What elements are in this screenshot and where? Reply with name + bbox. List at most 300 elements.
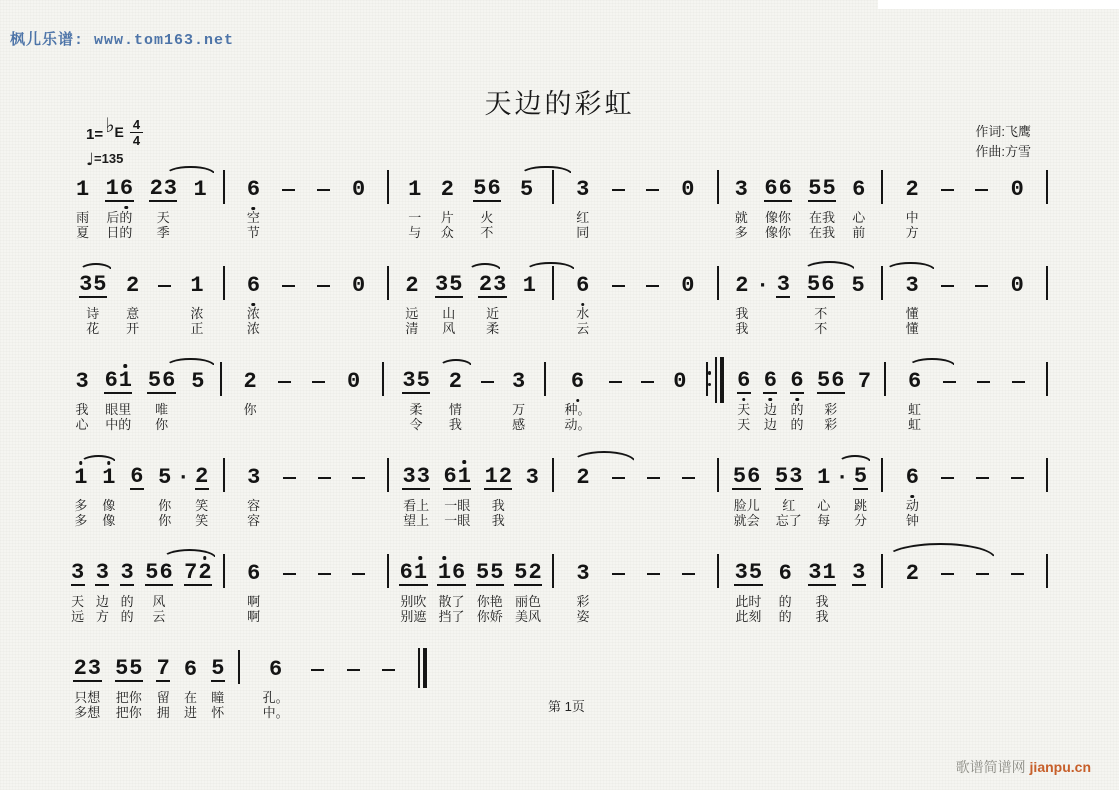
lyric-line-2: 啊 — [247, 609, 261, 624]
note-digits: 1 — [193, 177, 207, 202]
note-token — [282, 264, 295, 336]
lyric-line-1: 笑 — [195, 498, 209, 513]
dash-glyph — [317, 178, 330, 202]
note-digits: 3 — [75, 369, 89, 394]
lyric-line-1: 眼里 — [105, 402, 132, 417]
note-token — [183, 648, 197, 720]
note-token — [190, 264, 204, 336]
lyric-line-1: 一眼 — [444, 498, 471, 513]
note-digits: 6 1 — [399, 562, 427, 586]
lyric-line-1: 彩 — [824, 402, 838, 417]
note-token — [473, 168, 501, 240]
note-token — [282, 168, 295, 240]
dot-glyph — [177, 466, 190, 490]
note-token — [519, 168, 533, 240]
lyric-line-1: 边 — [95, 594, 109, 609]
note-token — [1011, 456, 1024, 528]
dash-glyph — [318, 562, 331, 586]
lyric-line-1: 你 — [243, 402, 257, 417]
lyric-line-2: 边 — [763, 417, 777, 432]
note-digits: 2 3 — [478, 272, 507, 297]
note-digits: 3 1 — [808, 560, 836, 585]
note-token — [278, 360, 291, 432]
watermark — [956, 757, 1091, 777]
note-token — [102, 456, 116, 528]
lyric-line-1: 瞳 — [211, 690, 225, 705]
note-digits: 6 — [247, 561, 261, 586]
lyric-line-1: 我 — [815, 594, 829, 609]
dash-glyph — [282, 178, 295, 202]
note-token — [851, 264, 865, 336]
note-token — [352, 456, 365, 528]
note-digits: 6 — [790, 370, 804, 394]
note-digits: 1 — [522, 273, 536, 298]
lyric-line-1: 在 — [183, 690, 197, 705]
lyric-line-1: 一 — [408, 210, 422, 225]
note-digits: 2 — [576, 465, 590, 490]
note-token — [405, 264, 419, 336]
measure — [240, 648, 418, 720]
lyric-line-1: 近 — [486, 306, 500, 321]
lyric-line-2: 挡了 — [438, 609, 465, 624]
note-token — [775, 456, 803, 528]
note-token — [905, 264, 919, 336]
duration-dash — [283, 573, 296, 576]
note-token — [790, 360, 804, 432]
note-digits: 1 6 — [437, 562, 465, 586]
note-token — [641, 360, 654, 432]
tempo-value: =135 — [94, 151, 124, 166]
note-token — [522, 264, 536, 336]
lyric-line-2: 你 — [158, 513, 172, 528]
note-token — [481, 360, 494, 432]
duration-dash — [282, 285, 295, 288]
note-token — [115, 648, 143, 720]
note-token — [732, 456, 760, 528]
dash-glyph — [1011, 466, 1024, 490]
note-token — [149, 168, 177, 240]
note-token — [905, 456, 919, 528]
note-digits: 5 — [158, 465, 172, 490]
lyric-line-2: 容 — [247, 513, 261, 528]
lyric-line-1: 诗 — [86, 306, 100, 321]
note-digits: 2 3 — [149, 176, 177, 201]
note-digits: 7 2 — [184, 562, 212, 586]
lyric-line-2: 令 — [409, 417, 423, 432]
note-token — [1010, 168, 1024, 240]
system — [60, 168, 1048, 240]
measure — [225, 168, 388, 240]
note-digits: 6 — [246, 178, 260, 202]
duration-dash — [481, 381, 494, 384]
lyric-line-1: 的 — [120, 594, 134, 609]
lyric-line-2: 与 — [408, 225, 422, 240]
lyric-line-2: 美风 — [514, 609, 541, 624]
lyric-line-1: 别吹 — [400, 594, 427, 609]
note-token — [609, 360, 622, 432]
measure — [225, 552, 388, 624]
duration-dash — [158, 285, 171, 288]
lyric-line-1: 孔。 — [262, 690, 289, 705]
note-token — [74, 456, 88, 528]
note-digits: 3 — [525, 465, 539, 490]
measure — [546, 360, 706, 432]
note-token — [808, 552, 836, 624]
octave-dot-below — [795, 398, 799, 402]
note-token — [352, 552, 365, 624]
lyric-line-1: 只想 — [74, 690, 101, 705]
measure — [222, 360, 382, 432]
note-token — [807, 264, 835, 336]
dash-glyph — [682, 562, 695, 586]
dash-glyph — [158, 274, 171, 298]
note-token — [145, 552, 173, 624]
note-digits: 1 6 — [105, 178, 133, 202]
lyric-line-2: 望上 — [403, 513, 430, 528]
note-digits: 6 — [852, 177, 866, 202]
dash-glyph — [941, 274, 954, 298]
measure — [719, 456, 882, 528]
dash-glyph — [352, 562, 365, 586]
dash-glyph — [941, 562, 954, 586]
lyric-line-2: 多 — [74, 513, 88, 528]
lyric-line-2: 的 — [778, 609, 792, 624]
note-token — [243, 360, 257, 432]
note-token — [193, 168, 207, 240]
duration-dash — [646, 189, 659, 192]
note-token — [158, 264, 171, 336]
lyric-line-1: 天 — [156, 210, 170, 225]
duration-dash — [682, 477, 695, 480]
note-digits: 2 3 — [73, 656, 101, 681]
lyric-line-2: 心 — [75, 417, 89, 432]
note-token — [836, 456, 849, 528]
credits — [975, 122, 1031, 162]
lyric-line-2: 一眼 — [444, 513, 471, 528]
measure — [225, 456, 388, 528]
note-digits: 2 — [195, 464, 209, 489]
note-digits: 1 — [817, 465, 831, 490]
note-token — [734, 552, 762, 624]
note-digits: 2 — [905, 177, 919, 202]
note-digits: 5 6 — [147, 368, 176, 393]
note-token — [514, 552, 542, 624]
lyric-line-1: 万 — [512, 402, 526, 417]
duration-dash — [941, 189, 954, 192]
lyric-line-1: 边 — [763, 402, 777, 417]
note-token — [576, 552, 590, 624]
note-token — [75, 168, 89, 240]
lyric-line-2: 季 — [156, 225, 170, 240]
lyricist: 作词:飞鹰 — [975, 124, 1031, 139]
lyric-line-2: 虹 — [908, 417, 922, 432]
octave-dot-below — [911, 495, 915, 499]
dash-glyph — [943, 370, 956, 394]
octave-dot-below — [125, 206, 129, 210]
duration-dash — [352, 477, 365, 480]
lyric-line-1: 红 — [576, 210, 590, 225]
lyric-line-2: 前 — [852, 225, 866, 240]
note-token — [646, 168, 659, 240]
duration-dash — [647, 573, 660, 576]
note-digits: 6 — [905, 466, 919, 490]
lyric-line-2: 像你 — [765, 225, 792, 240]
measure — [389, 552, 552, 624]
lyric-line-1: 就 — [734, 210, 748, 225]
note-digits: 2 — [440, 177, 454, 202]
barline — [1046, 458, 1048, 492]
note-digits: 0 — [347, 369, 361, 394]
system — [60, 264, 1048, 336]
lyric-line-2: 方 — [95, 609, 109, 624]
lyric-line-1: 风 — [152, 594, 166, 609]
note-token — [735, 264, 749, 336]
site-credit — [10, 28, 234, 49]
lyric-line-2: 忘了 — [775, 513, 802, 528]
repeat-sign — [708, 357, 725, 403]
lyric-line-2: 远 — [71, 609, 85, 624]
lyric-line-2: 我 — [735, 321, 749, 336]
measure — [554, 168, 717, 240]
lyric-line-2: 节 — [246, 225, 260, 240]
duration-dash — [612, 573, 625, 576]
measure — [719, 264, 882, 336]
note-token — [246, 168, 260, 240]
duration-dash — [1011, 573, 1024, 576]
lyric-line-2: 同 — [576, 225, 590, 240]
dash-glyph — [612, 562, 625, 586]
lyric-line-1: 天 — [737, 402, 751, 417]
note-token — [646, 264, 659, 336]
note-digits: 6 — [269, 657, 283, 682]
octave-dot-above — [463, 460, 467, 464]
measure — [554, 552, 717, 624]
lyric-line-2: 不 — [814, 321, 828, 336]
note-token — [737, 360, 751, 432]
lyric-line-2: 的 — [120, 609, 134, 624]
time-signature — [130, 118, 143, 148]
watermark-url: jianpu.cn — [1029, 759, 1091, 775]
lyric-line-1: 心 — [817, 498, 831, 513]
key-letter: E — [114, 124, 124, 140]
note-digits: 6 — [570, 370, 584, 394]
lyric-line-1: 虹 — [908, 402, 922, 417]
lyric-line-1: 容 — [247, 498, 261, 513]
note-digits: 6 — [183, 657, 198, 682]
lyric-line-2: 姿 — [576, 609, 590, 624]
duration-dash — [317, 189, 330, 192]
octave-dot-below — [252, 207, 256, 211]
page-number: 第 1页 — [548, 699, 585, 714]
note-token — [681, 264, 695, 336]
lyric-line-1: 柔 — [409, 402, 423, 417]
key-prefix: 1= — [86, 126, 104, 143]
lyric-line-1: 浓 — [246, 306, 260, 321]
note-digits: 2 — [735, 273, 749, 298]
note-token — [976, 456, 989, 528]
augmentation-dot: · — [756, 273, 770, 298]
note-digits: 6 — [246, 274, 260, 298]
lyric-line-2: 天 — [737, 417, 751, 432]
note-token — [311, 648, 324, 720]
note-digits: 0 — [681, 273, 695, 298]
measure — [719, 552, 882, 624]
note-token — [443, 456, 471, 528]
lyric-line-2: 浓 — [246, 321, 260, 336]
octave-dot-above — [124, 364, 128, 368]
lyric-line-2: 我 — [815, 609, 829, 624]
note-token — [612, 552, 625, 624]
note-token — [184, 552, 212, 624]
lyric-line-2: 正 — [190, 321, 204, 336]
duration-dash — [941, 477, 954, 480]
note-digits: 6 — [737, 370, 751, 394]
note-digits: 5 3 — [775, 464, 803, 489]
lyric-line-2: 拥 — [156, 705, 170, 720]
lyric-line-1: 我 — [735, 306, 749, 321]
note-token — [195, 456, 209, 528]
dash-glyph — [612, 178, 625, 202]
duration-dash — [612, 477, 625, 480]
dash-glyph — [312, 370, 325, 394]
note-token — [647, 456, 660, 528]
note-digits: 7 — [857, 369, 872, 394]
duration-dash — [352, 573, 365, 576]
dot-glyph — [836, 466, 849, 490]
time-denominator: 4 — [132, 133, 141, 149]
lyric-line-1: 彩 — [576, 594, 590, 609]
duration-dash — [975, 189, 988, 192]
lyric-line-2: 众 — [440, 225, 454, 240]
lyric-line-1: 我 — [491, 498, 505, 513]
lyric-line-1: 山 — [442, 306, 456, 321]
note-token — [612, 264, 625, 336]
lyric-line-2: 动。 — [564, 417, 591, 432]
lyric-line-1: 片 — [440, 210, 454, 225]
lyric-line-2: 钟 — [905, 513, 919, 528]
dash-glyph — [311, 658, 324, 682]
lyric-line-2: 笑 — [195, 513, 209, 528]
note-token — [905, 552, 919, 624]
note-token — [977, 360, 990, 432]
note-token — [565, 360, 591, 432]
dash-glyph — [612, 274, 625, 298]
note-digits: 5 6 — [145, 560, 173, 585]
tempo-mark — [86, 150, 123, 170]
dash-glyph — [382, 658, 395, 682]
dash-glyph — [975, 178, 988, 202]
lyric-line-2: 就会 — [733, 513, 760, 528]
duration-dash — [311, 669, 324, 672]
dash-glyph — [976, 466, 989, 490]
duration-dash — [682, 573, 695, 576]
duration-dash — [646, 285, 659, 288]
system — [60, 360, 1048, 432]
note-token — [402, 456, 430, 528]
note-token — [95, 552, 109, 624]
note-digits: 0 — [1010, 273, 1024, 298]
note-token — [312, 360, 325, 432]
lyric-line-1: 你 — [158, 498, 172, 513]
note-token — [941, 456, 954, 528]
note-token — [476, 552, 504, 624]
note-token — [399, 552, 427, 624]
note-digits: 5 2 — [514, 560, 542, 585]
lyric-line-2: 我 — [448, 417, 462, 432]
lyric-line-1: 像 — [102, 498, 116, 513]
note-digits: 2 — [126, 273, 140, 298]
note-token — [778, 552, 792, 624]
measure — [883, 168, 1046, 240]
lyric-line-1: 散了 — [438, 594, 465, 609]
lyric-line-1: 懂 — [905, 306, 919, 321]
note-token — [682, 456, 695, 528]
lyric-line-2: 感 — [512, 417, 526, 432]
note-token — [130, 456, 144, 528]
note-token — [852, 168, 866, 240]
note-digits: 2 — [448, 369, 462, 394]
lyric-line-2: 每 — [817, 513, 831, 528]
lyric-line-2: 我 — [491, 513, 505, 528]
note-digits: 6 — [778, 561, 792, 586]
lyric-line-1: 我 — [75, 402, 89, 417]
measure — [724, 360, 884, 432]
note-digits: 5 5 — [808, 176, 836, 201]
note-digits: 3 5 — [734, 560, 763, 585]
note-digits: 1 — [74, 466, 88, 490]
measure — [389, 456, 552, 528]
composer: 作曲:方雪 — [975, 144, 1031, 159]
note-token — [853, 456, 867, 528]
lyric-line-2: 多想 — [74, 705, 101, 720]
dash-glyph — [347, 658, 360, 682]
lyric-line-1: 中 — [905, 210, 919, 225]
note-token — [408, 168, 422, 240]
dash-glyph — [647, 562, 660, 586]
lyric-line-1: 脸儿 — [733, 498, 760, 513]
duration-dash — [943, 381, 956, 384]
note-token — [852, 552, 866, 624]
note-digits: 6 — [130, 464, 144, 489]
lyric-line-1: 天 — [71, 594, 85, 609]
dash-glyph — [646, 274, 659, 298]
dash-glyph — [976, 562, 989, 586]
octave-dot-above — [79, 461, 83, 465]
note-token — [437, 552, 465, 624]
lyric-line-1: 情 — [448, 402, 462, 417]
dash-glyph — [941, 178, 954, 202]
duration-dash — [278, 381, 291, 384]
note-token — [512, 360, 526, 432]
note-token — [576, 168, 590, 240]
note-token — [576, 456, 590, 528]
measure — [60, 456, 223, 528]
lyric-line-2: 清 — [405, 321, 419, 336]
lyric-line-1: 种。 — [564, 402, 591, 417]
dash-glyph — [641, 370, 654, 394]
note-digits: 3 — [734, 177, 748, 202]
lyric-line-2: 中。 — [262, 705, 289, 720]
note-digits: 5 6 — [807, 272, 835, 297]
octave-dot-below — [581, 303, 585, 307]
measure — [389, 168, 552, 240]
lyric-line-1: 此时 — [735, 594, 762, 609]
lyric-line-1: 的 — [790, 402, 804, 417]
note-token — [764, 168, 792, 240]
dash-glyph — [282, 274, 295, 298]
note-digits: 5 — [211, 656, 225, 681]
note-token — [905, 168, 919, 240]
